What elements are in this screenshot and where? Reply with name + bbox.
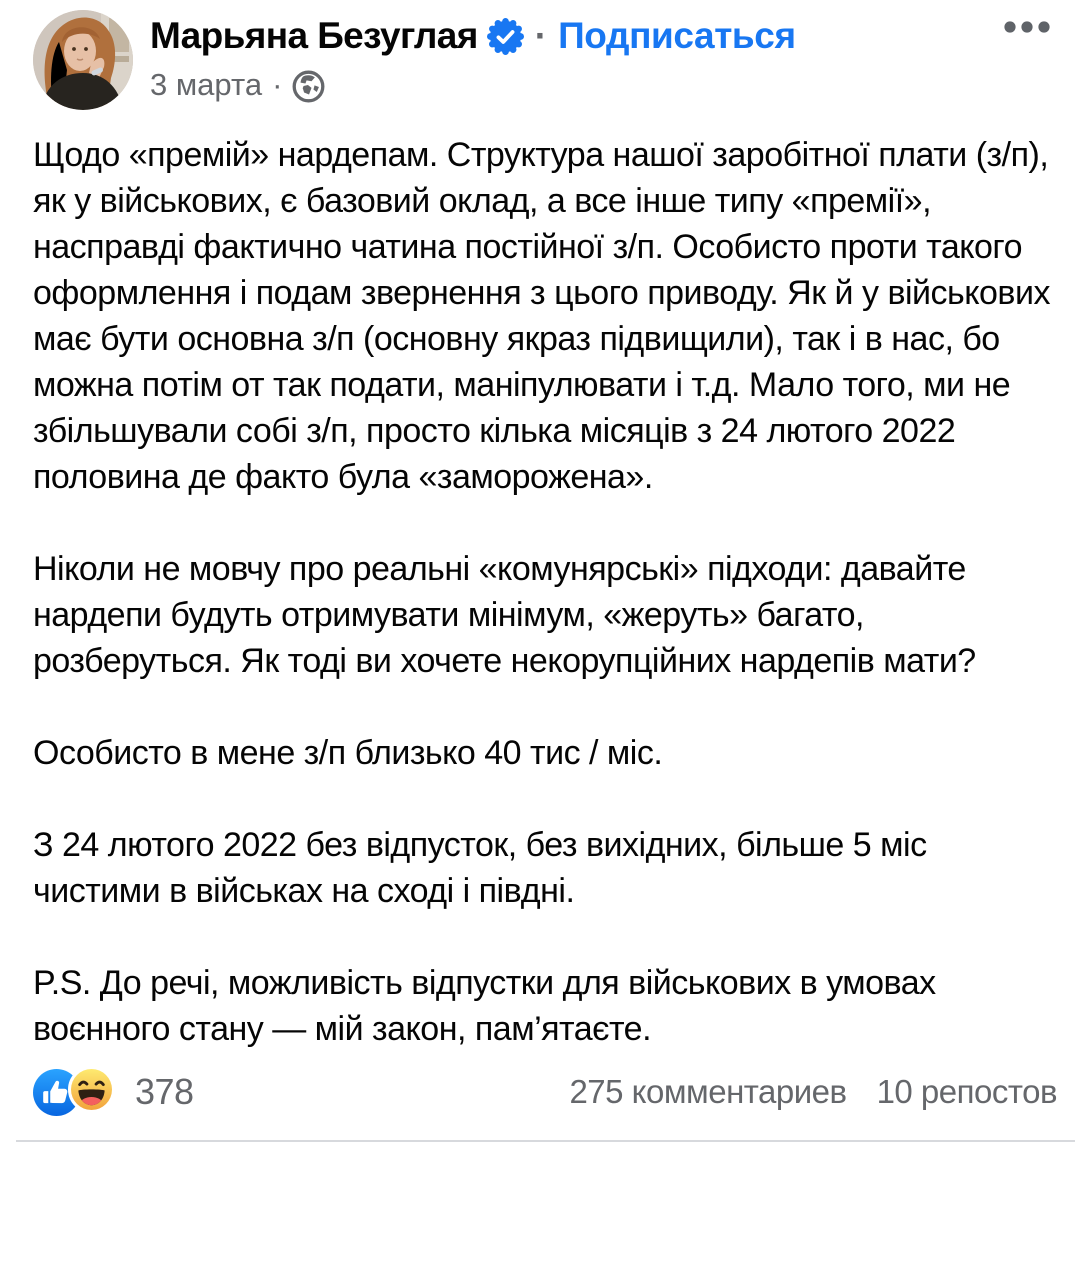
- avatar[interactable]: [33, 10, 133, 110]
- three-dots-icon: [1003, 20, 1051, 34]
- globe-icon: [292, 70, 325, 103]
- author-name[interactable]: Марьяна Безуглая: [150, 15, 478, 56]
- post-paragraph: З 24 лютого 2022 без відпусток, без вихідних, більше 5 міс чистими в військах на сході і півдні.: [33, 826, 927, 910]
- reactions-summary[interactable]: [33, 1065, 194, 1119]
- post-paragraph: Ніколи не мовчу про реальні «комунярські» підходи: давайте нардепи будуть отримувати мінімум, «жеруть» багато, розберуться. Як тоді ви хочете некорупційних нардепів мати?: [33, 550, 976, 680]
- post-paragraph: P.S. До речі, можливість відпустки для військових в умовах воєнного стану — мій закон, пам’ятаєте.: [33, 964, 936, 1048]
- comments-count[interactable]: 275 комментариев: [569, 1073, 847, 1110]
- reaction-count[interactable]: 378: [135, 1071, 194, 1112]
- footer-divider: [16, 1140, 1075, 1142]
- name-row: [150, 14, 796, 58]
- post-body: [0, 132, 1091, 1052]
- post-footer: [0, 1065, 1091, 1119]
- post-meta: [150, 67, 796, 103]
- post-header: [0, 0, 1091, 110]
- reaction-icons: [33, 1065, 125, 1119]
- header-text: [150, 10, 796, 110]
- meta-separator: ·: [272, 67, 283, 102]
- post-timestamp[interactable]: 3 марта: [150, 67, 263, 102]
- post-paragraph: Щодо «премій» нардепам. Структура нашої заробітної плати (з/п), як у військових, є базовий оклад, а все інше типу «премії», насправді фактично чатина постійної з/п. Особисто проти такого оформлення і подам звернення з цього приводу. Як й у військових має бути основна з/п (основну якраз підвищили), так і в нас, бо можна потім от так подати, маніпулювати і т.д. Мало того, ми не збільшували собі з/п, просто кілька місяців з 24 лютого 2022 половина де факто була «заморожена».: [33, 136, 1050, 496]
- post-paragraph: Особисто в мене з/п близько 40 тис / міс.: [33, 734, 663, 772]
- shares-count[interactable]: 10 репостов: [876, 1073, 1057, 1110]
- haha-reaction-icon: [68, 1066, 115, 1113]
- verified-badge-icon: [487, 18, 524, 55]
- more-options-button[interactable]: [997, 14, 1057, 45]
- avatar-photo: [33, 10, 133, 110]
- engagement-counts: [569, 1073, 1057, 1111]
- name-follow-separator: ·: [534, 15, 548, 56]
- follow-button[interactable]: Подписаться: [558, 15, 796, 56]
